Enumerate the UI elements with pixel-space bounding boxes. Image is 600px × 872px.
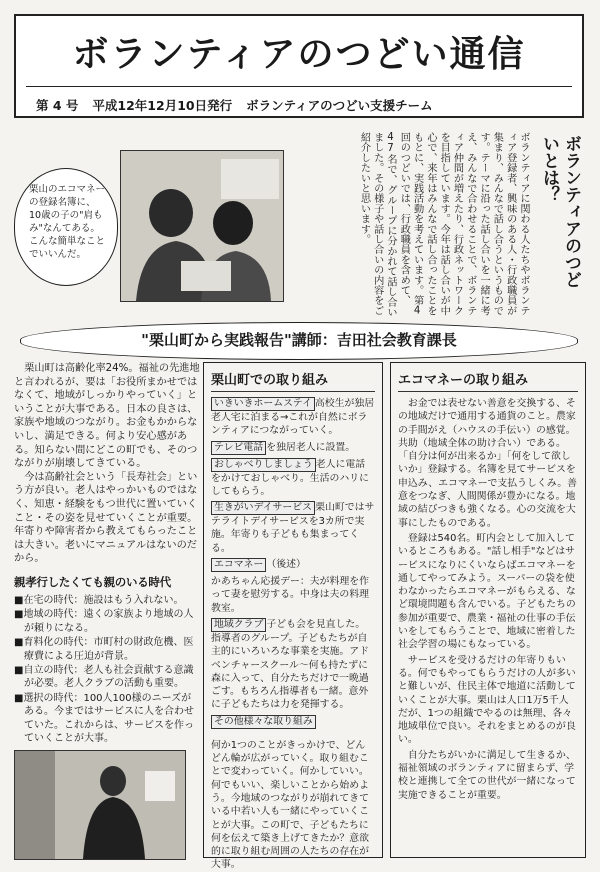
eco-money-box xyxy=(390,362,586,858)
issue-line xyxy=(36,96,572,114)
publisher: ボランティアのつどい支援チーム xyxy=(246,98,433,113)
eco-paragraph: お金では表せない善意を交換する、その地域だけで通用する通貨のこと。農家の手間がえ（ハウスの手伝い）の感覚。共助（地域全体の助け合い）である。「自分は何が出来るか」「何をして欲しいか」登録する。名簿を見てサービスを申込み、エコマネーで支払うしくみ。善意をつなぎ、人間関係が豊かになる。地域の結びつきも強くなる。心の交流を大事にしたものである。 xyxy=(398,398,577,529)
quote-bubble xyxy=(14,168,118,286)
item-label: エコマネー xyxy=(211,558,266,572)
item-label: 生きがいデイサービス xyxy=(211,501,315,515)
intro-heading: ボランティアのつどいとは？ xyxy=(539,135,581,288)
quote-text: 栗山のエコマネーの登録名簿に、10歳の子の"肩もみ"なんてある。こんな簡単なことでいいんだ。 xyxy=(29,184,106,260)
list-item: いきいきホームステイ 高校生が独居老人宅に泊まる→これが自然にボランティアにつながっていく。 xyxy=(211,398,375,437)
item-label: おしゃべりしましょう xyxy=(211,458,316,472)
list-item: エコマネー （後述） xyxy=(211,558,375,572)
list-item xyxy=(211,715,375,729)
kuriyama-heading: 栗山町での取り組み xyxy=(211,369,375,392)
era-list xyxy=(14,594,200,745)
item-label: 地域クラブ xyxy=(211,618,266,632)
eco-paragraph: 自分たちがいかに満足して生きるか、福祉領域のボランティアに留まらず、学校と連携して全ての世代が一緒になって実施できることが重要。 xyxy=(398,749,576,801)
list-item: ■育料化の時代：市町村の財政危機、医療費による圧迫が背景。 xyxy=(14,637,194,662)
list-item: 生きがいデイサービス 栗山町ではサテライトデイサービスを3カ所で実施。年寄りも子どもも集まってくる。 xyxy=(211,502,375,554)
item-label: その他様々な取り組み xyxy=(211,715,316,729)
list-item: かあちゃん応援デー：夫が料理を作って妻を慰労する。中身は夫の料理教室。 xyxy=(211,576,370,614)
eco-money-heading: エコマネーの取り組み xyxy=(398,369,578,392)
era-heading: 親孝行したくても親のいる時代 xyxy=(14,574,171,589)
kuriyama-box xyxy=(203,362,383,871)
issue-number: 第 4 号 xyxy=(36,98,79,113)
report-paragraph-2: 今は高齢社会という「長寿社会」という方が良い。老人はやっかいものではなく、知恵・経験をもつ世代に置いていくこと・その姿を見せていくことが重要。年寄りや障害者から教えてもらったことは大きい。老いにマニュアルはないのだから。 xyxy=(14,471,198,565)
meeting-photo xyxy=(120,150,284,302)
speaker-photo xyxy=(14,750,186,860)
eco-paragraph: 登録は540名。町内会として加入しているところもある。"話し相手"などはサービスになりにくいならばエコマネーを通してやってみよう。スーパーの袋を使わなかったらエコマネーがもらえる、など環境問題も含んでいる。子どもたちの参加が重要で、農業・福祉の仕事の手伝いをしてもらうことで、地域に密着した社会学習の場にもなっている。 xyxy=(398,532,576,651)
publish-date: 平成12年12月10日発行 xyxy=(92,98,233,113)
report-title: "栗山町から実践報告"講師：吉田社会教育課長 xyxy=(20,322,578,360)
masthead xyxy=(14,14,584,118)
list-item: 地域クラブ 子ども会を見直した。指導者のグループ。子どもたちが自主的にいろいろな事業を実施。アドベンチャースクール～何も持たずに森に入って、自分たちだけで一晩過ごす。もちろん指導者も一緒。意外に子どもたちは力を発揮する。 xyxy=(211,618,370,711)
list-item: ■自立の時代：老人も社会貢献する意識が必要。老人クラブの活動も重要。 xyxy=(14,664,194,690)
kuriyama-closing: 何か1つのことがきっかけで、どんどん輪が広がっていく。取り組むことで変わっていく。何かしていい。何でもいい、楽しいことから始めよう。今地域のつながりが崩れてきている中若い人も一緒にやっていくことが大事。この町で、子どもたちに何を伝えて築き上げてきたか？意欲的に取り組む周囲の人たちの存在が大事。 xyxy=(211,739,370,871)
newsletter-title: ボランティアのつどい通信 xyxy=(72,34,526,75)
list-item: おしゃべりしましょう 老人に電話をかけておしゃべり。生活のハリにしてもらう。 xyxy=(211,458,370,497)
item-label: テレビ電話 xyxy=(211,441,266,455)
list-item: ■在宅の時代：施設はもう入れない。 xyxy=(14,594,184,606)
report-column xyxy=(14,362,200,746)
title-rule xyxy=(26,86,572,87)
report-paragraph-1: 栗山町は高齢化率24%。福祉の先進地と言われるが、要は「お役所まかせではなくて、地域がしっかりやっていく」ということが大事である。日本の良さは、家族や地域のつながり。お金もかからないし、満足できる。何より安心感がある。知らない間にどこの町でも、そのつながりが崩壊してきている。 xyxy=(14,363,200,470)
list-item: ■地域の時代：遠くの家族より地域の人が頼りになる。 xyxy=(14,609,194,634)
list-item: ■選択の時代：100人100様のニーズがある。今まではサービスに人を合わせていた。これからは、サービスを作っていくことが大事。 xyxy=(14,692,194,744)
item-label: いきいきホームステイ xyxy=(211,397,315,411)
list-item: テレビ電話 を独居老人に設置。 xyxy=(211,441,375,455)
eco-paragraph: サービスを受けるだけの年寄りもいる。何でもやってもらうだけの人が多いと難しいが、住民主体で地道に活動していくことが大事。栗山は人口1万5千人だが、1つの組織でやるのは無理、各々地域単位で良い。それをまとめるのが良い。 xyxy=(398,654,576,746)
intro-body: ボランティアに関わる人たちやボランティア登録者、興味のある人・行政職員が集まり、みんなで話し合うというものです。テーマに沿った話し合いを一緒に考え、みんなで合わせることで、ボランティア仲間が増えたり、行政ネットワークを目指しています。今年は話し合いが中心で、来年はみんなで話し合ったことをもとに、実践活動を考えています。第4回のつどいでは、行政職員を含めて、47名で、グループに分かれて話し合いました。その様子や話し合いの内容をご紹介したいと思います。 xyxy=(358,132,529,318)
